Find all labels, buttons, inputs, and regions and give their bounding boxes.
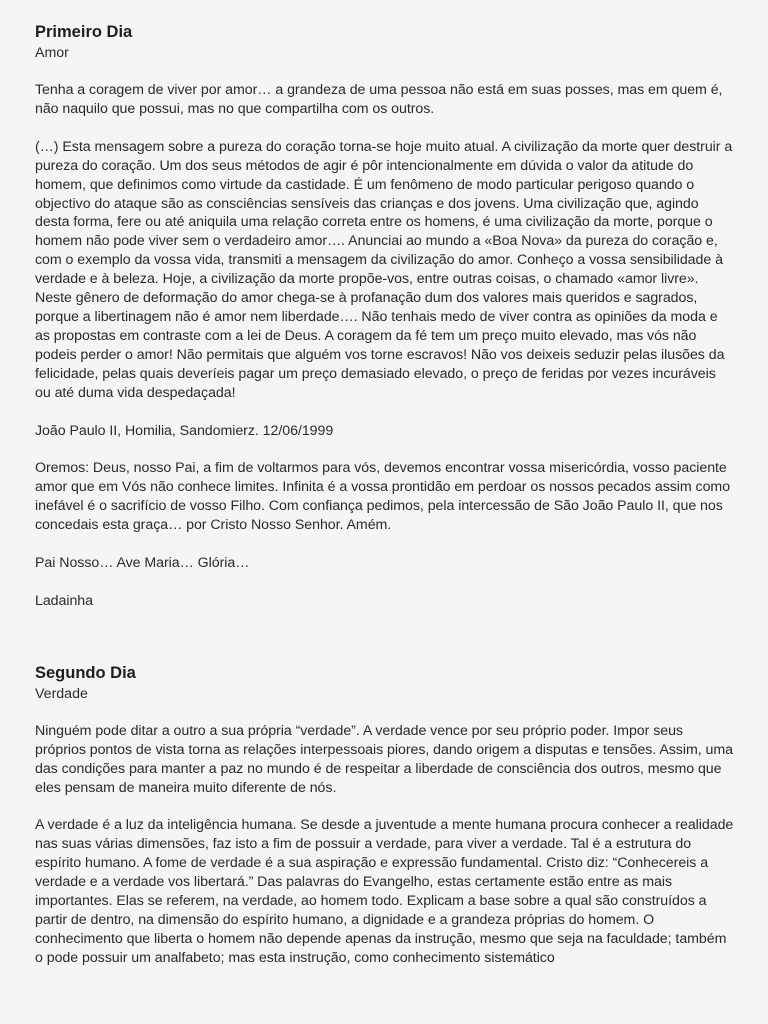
paragraph-prayer: Oremos: Deus, nosso Pai, a fim de voltarmos para vós, devemos encontrar vossa misericórdia, vosso paciente amor que em Vós não conhece limites. Infinita é a vossa prontidão em perdoar os nossos pecados assim como inefável é o sacrifício de vosso Filho. Com confiança pedimos, pela intercessão de São João Paulo II, que nos concedais esta graça… por Cristo Nosso Senhor. Amém. [35,460,731,534]
section-subtitle: Amor [35,45,69,61]
paragraph-ladainha: Ladainha [35,592,93,609]
section-segundo-dia [35,663,735,968]
paragraph-intro: Tenha a coragem de viver por amor… a grandeza de uma pessoa não está em suas posses, mas em quem é, não naquilo que possui, mas no que compartilha com os outros. [35,82,723,117]
document-content [35,22,735,987]
section-title: Primeiro Dia [35,23,133,41]
section-title: Segundo Dia [35,663,136,682]
paragraph-message: (…) Esta mensagem sobre a pureza do coração torna-se hoje muito atual. A civilização da morte quer destruir a pureza do coração. Um dos seus métodos de agir é pôr intencionalmente em dúvida o valor da atitude do homem, que definimos como virtude da castidade. É um fenômeno de modo particular perigoso quando o objectivo do ataque são as consciências sensíveis das crianças e dos jovens. Uma civilização que, agindo desta forma, fere ou até aniquila uma relação correta entre os homens, é uma civilização da morte, porque o homem não pode viver sem o verdadeiro amor…. Anunciai ao mundo a «Boa Nova» da pureza do coração e, com o exemplo da vossa vida, transmiti a mensagem da civilização do amor. Conheço a vossa sensibilidade à verdade e à beleza. Hoje, a civilização da morte propõe-vos, entre outras coisas, o chamado «amor livre». Neste gênero de deformação do amor chega-se à profanação dum dos valores mais queridos e sagrados, porque a libertinagem não é amor nem liberdade…. Não tenhais medo de viver contra as opiniões da moda e as propostas em contraste com a lei de Deus. A coragem da fé tem um preço muito elevado, mas vós não podeis perder o amor! Não permitais que alguém vos torne escravos! Não vos deixeis seduzir pelas ilusões da felicidade, pelas quais deveríeis pagar um preço demasiado elevado, o preço de feridas por vezes incuráveis ou até duma vida despedaçada! [35,138,733,401]
section-subtitle: Verdade [35,685,88,702]
paragraph-intro: Ninguém pode ditar a outro a sua própria “verdade”. A verdade vence por seu próprio poder. Impor seus próprios pontos de vista torna as relações interpessoais piores, dando origem a disputas e tensões. Assim, uma das condições para manter a paz no mundo é de respeitar a liberdade de consciência dos outros, mesmo que eles pensam de maneira muito diferente de nós. [35,722,733,796]
paragraph-truth-light: A verdade é a luz da inteligência humana. Se desde a juventude a mente humana procura conhecer a realidade nas suas várias dimensões, faz isto a fim de possuir a verdade, para viver a verdade. Tal é a estrutura do espírito humano. A fome de verdade é a sua aspiração e expressão fundamental. Cristo diz: “Conhecereis a verdade e a verdade vos libertará.” Das palavras do Evangelho, estas certamente estão entre as mais importantes. Elas se referem, na verdade, ao homem todo. Explicam a base sobre a qual são construídos a partir de dentro, na dimensão do espírito humano, a dignidade e a grandeza próprias do homem. O conhecimento que liberta o homem não depende apenas da instrução, mesmo que seja na faculdade; também o pode possuir um analfabeto; mas esta instrução, como conhecimento sistemático [35,817,734,966]
paragraph-citation: João Paulo II, Homilia, Sandomierz. 12/06/1999 [35,422,334,439]
section-primeiro-dia [35,22,735,611]
paragraph-prayers-list: Pai Nosso… Ave Maria… Glória… [35,555,250,572]
